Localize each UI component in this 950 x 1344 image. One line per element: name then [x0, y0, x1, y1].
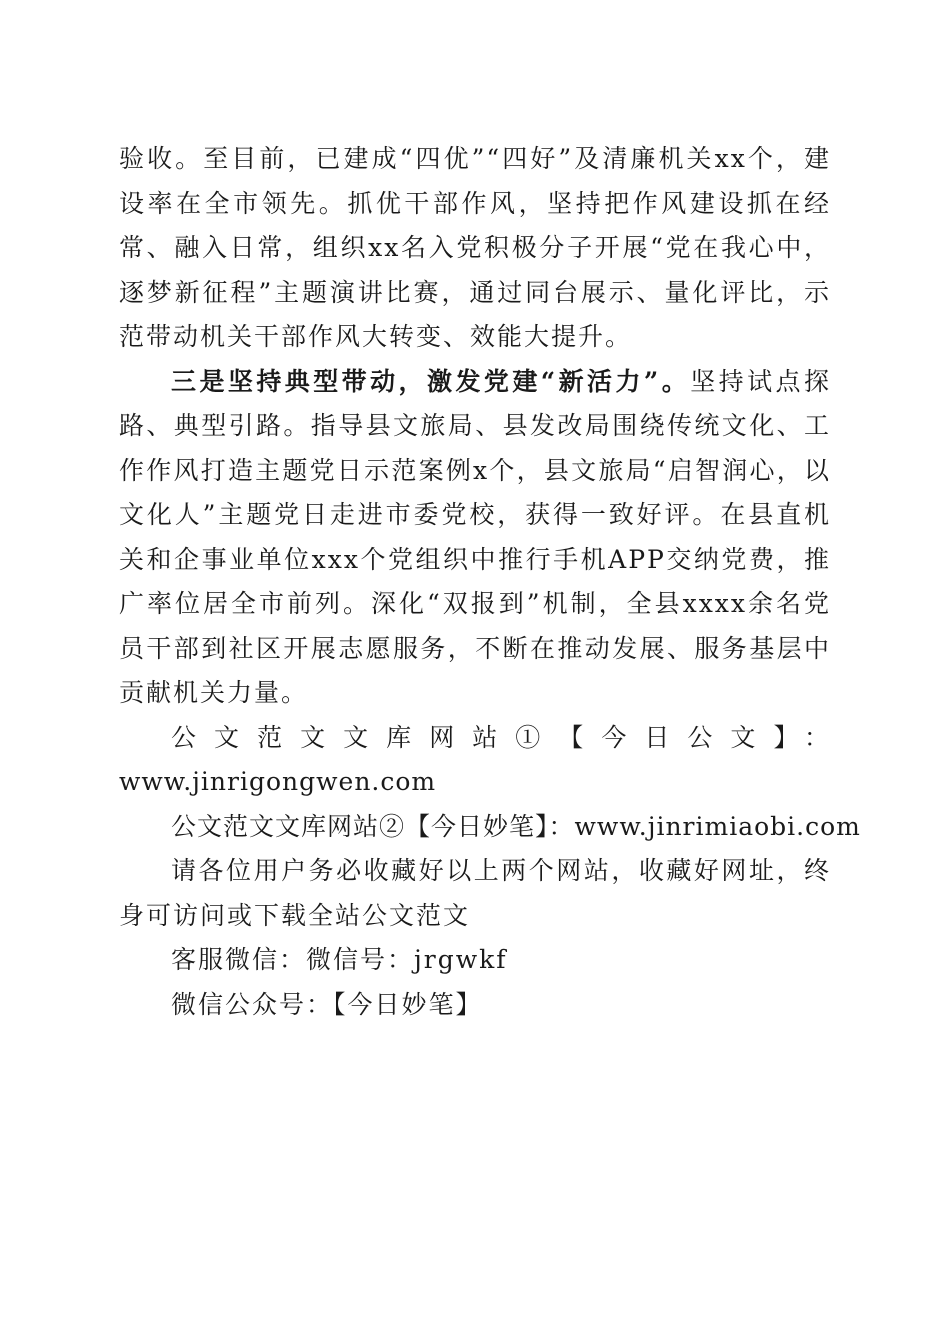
paragraph-three-heading: 三是坚持典型带动，激发党建“新活力”。 [171, 366, 691, 396]
site-one-line [119, 716, 831, 761]
bookmark-notice: 请各位用户务必收藏好以上两个网站，收藏好网址，终身可访问或下载全站公文范文 [119, 856, 831, 930]
document-body [119, 137, 861, 1027]
paragraph-continuation: 验收。至目前，已建成“四优”“四好”及清廉机关xx个，建设率在全市领先。抓优干部作风，坚持把作风建设抓在经常、融入日常，组织xx名入党积极分子开展“党在我心中，逐梦新征程”主题演讲比赛，通过同台展示、量化评比，示范带动机关干部作风大转变、效能大提升。 [119, 144, 831, 351]
site-two-line [119, 805, 861, 850]
wechat-service-id: jrgwkf [414, 945, 508, 974]
paragraph-three-body: 坚持试点探路、典型引路。指导县文旅局、县发改局围绕传统文化、工作作风打造主题党日示范案例x个，县文旅局“启智润心，以文化人”主题党日走进市委党校，获得一致好评。在县直机关和企事业单位xxx个党组织中推行手机APP交纳党费，推广率位居全市前列。深化“双报到”机制，全县xxxx余名党员干部到社区开展志愿服务，不断在推动发展、服务基层中贡献机关力量。 [119, 366, 831, 707]
site-two-label: 公文范文文库网站②【今日妙笔】： [171, 811, 575, 841]
paragraph-three [119, 360, 831, 716]
wechat-official-label: 微信公众号： [171, 989, 334, 1019]
wechat-service-line [119, 938, 831, 983]
wechat-official-name: 【今日妙笔】 [333, 989, 483, 1019]
wechat-official-line [119, 983, 831, 1028]
site-two-url[interactable]: www.jinrimiaobi.com [574, 811, 861, 841]
site-one-url-line [119, 760, 831, 805]
wechat-service-label: 客服微信：微信号： [171, 945, 415, 974]
site-one-label: 公文范文文库网站①【今日公文】： [171, 722, 831, 752]
site-one-url[interactable]: www.jinrigongwen.com [119, 767, 437, 796]
